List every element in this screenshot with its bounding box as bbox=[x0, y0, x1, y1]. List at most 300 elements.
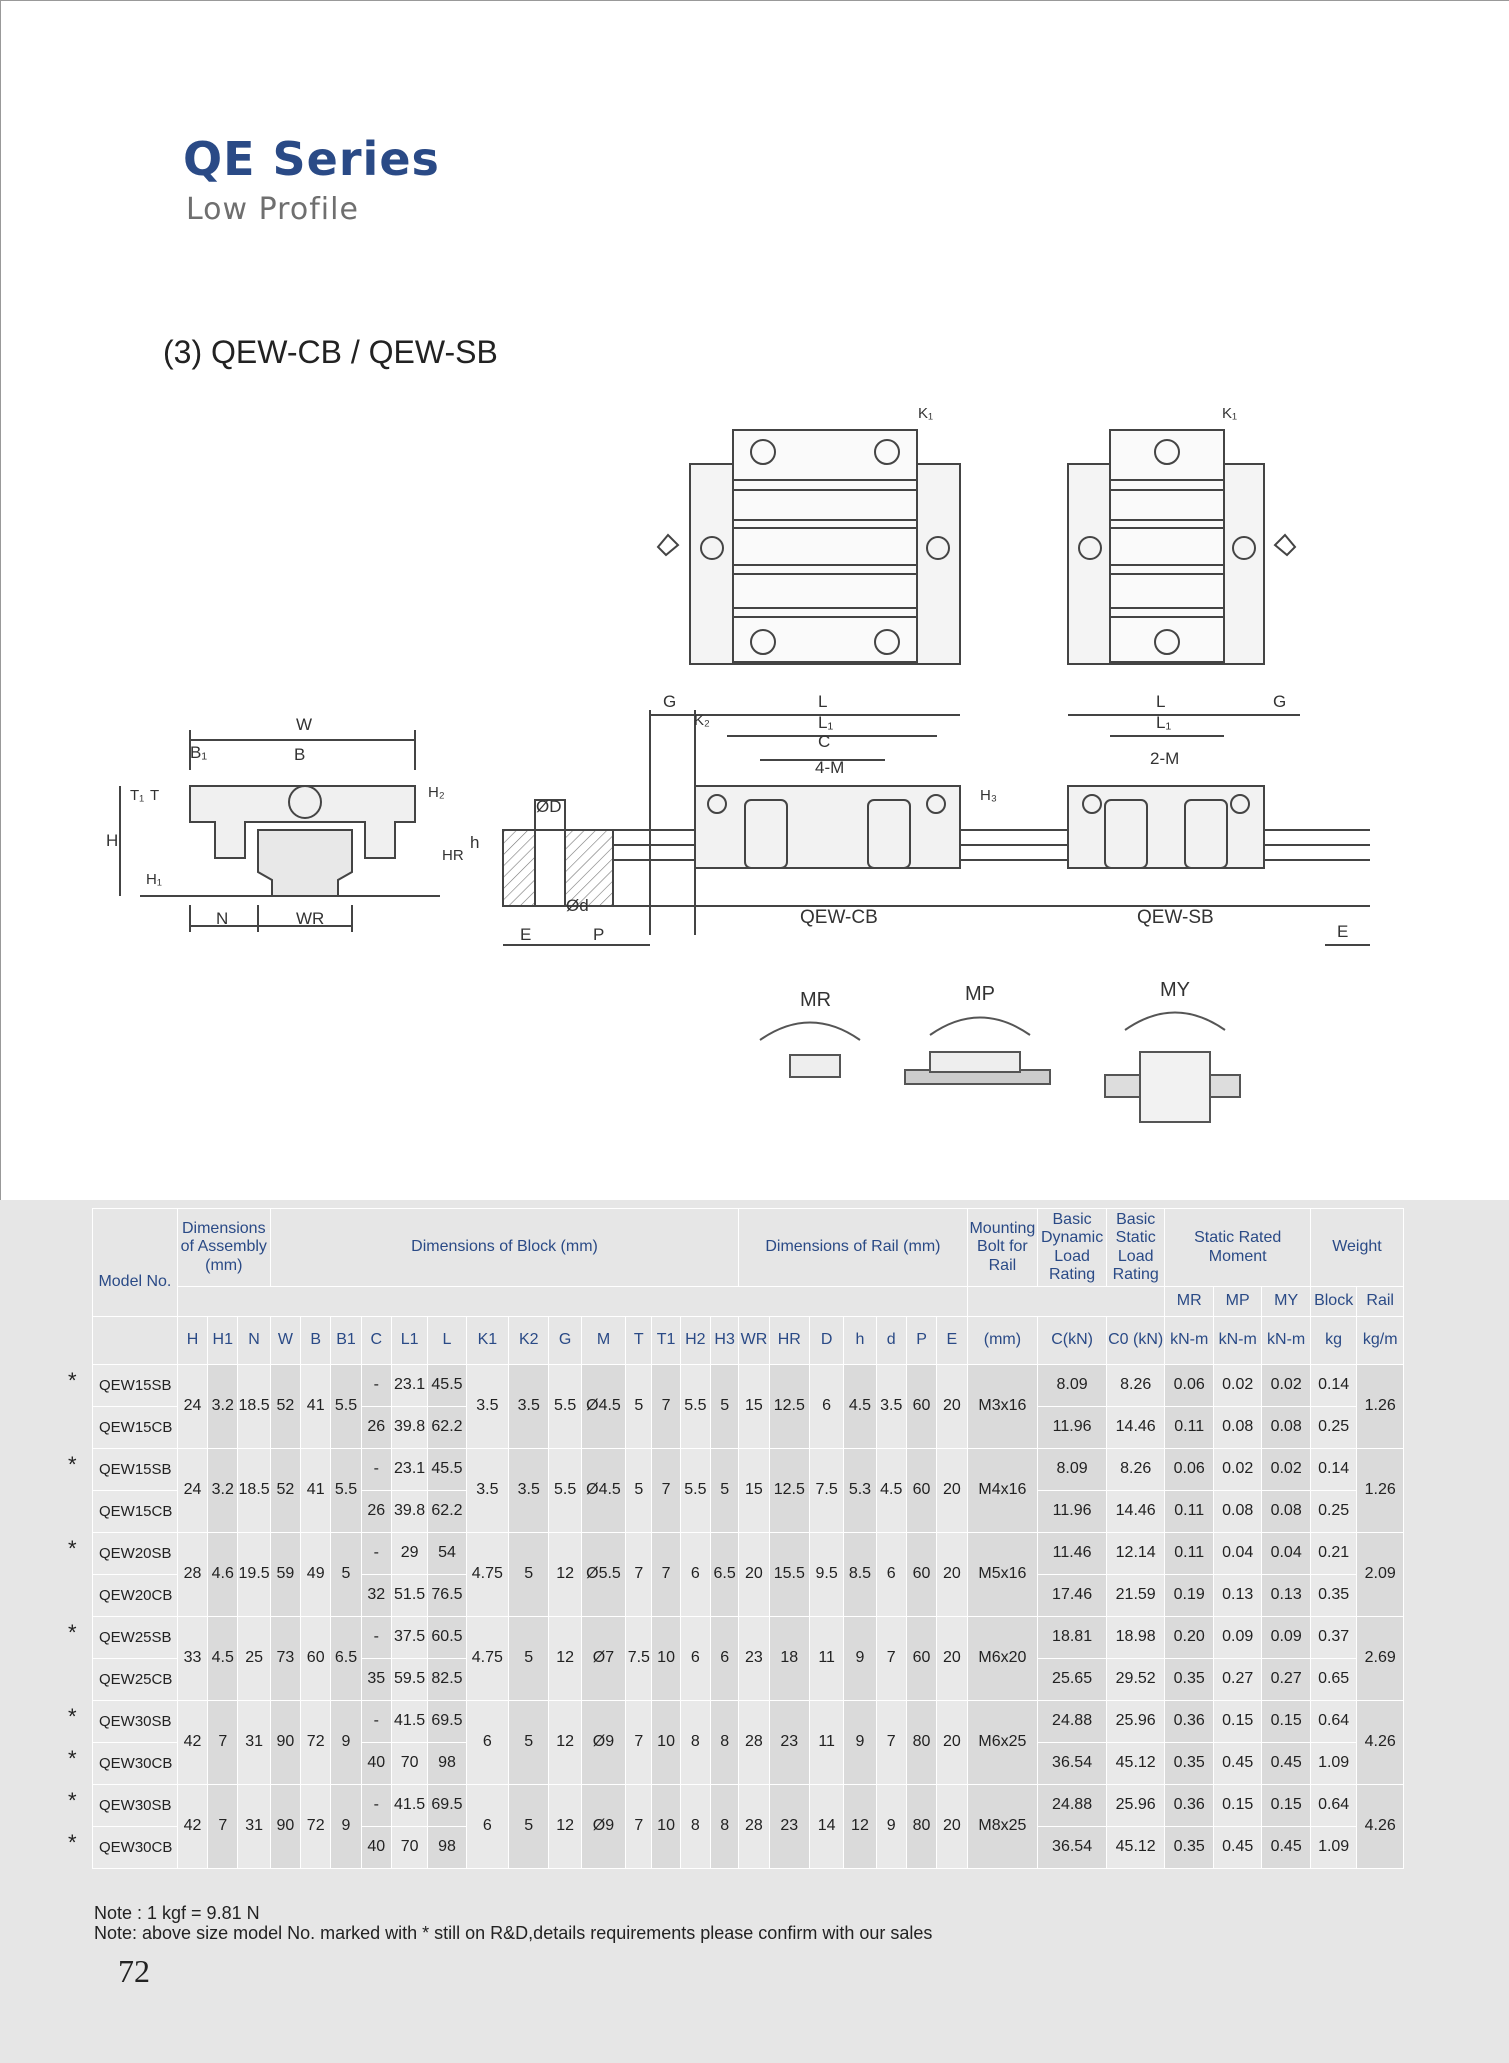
unit-header: kN-m bbox=[1262, 1317, 1311, 1365]
header-weight: Weight bbox=[1310, 1209, 1403, 1287]
table-cell: 5 bbox=[509, 1785, 549, 1869]
page-title: QE Series bbox=[183, 132, 440, 186]
unit-header: H1 bbox=[208, 1317, 238, 1365]
table-cell: 0.25 bbox=[1310, 1491, 1356, 1533]
table-cell: 45.12 bbox=[1106, 1827, 1165, 1869]
table-cell: 41 bbox=[301, 1449, 331, 1533]
table-cell: 0.36 bbox=[1165, 1785, 1213, 1827]
label-n: N bbox=[216, 909, 229, 928]
label-2m: 2-M bbox=[1150, 749, 1180, 768]
label-b: B bbox=[294, 745, 306, 764]
table-cell: 12 bbox=[844, 1785, 876, 1869]
table-cell: QEW25SB bbox=[93, 1617, 178, 1659]
rd-asterisk: * bbox=[68, 1368, 77, 1393]
table-cell: 3.2 bbox=[208, 1449, 238, 1533]
table-cell: 41.5 bbox=[391, 1701, 427, 1743]
table-cell: - bbox=[361, 1533, 391, 1575]
header-assembly: Dimensions of Assembly (mm) bbox=[177, 1209, 270, 1287]
unit-header: WR bbox=[739, 1317, 769, 1365]
table-cell: 0.02 bbox=[1262, 1365, 1311, 1407]
table-cell: 3.5 bbox=[466, 1449, 508, 1533]
label-hr: HR bbox=[442, 847, 464, 864]
table-cell: 52 bbox=[270, 1365, 300, 1449]
table-cell: 10 bbox=[652, 1785, 680, 1869]
table-cell: 18.81 bbox=[1038, 1617, 1107, 1659]
table-cell: 0.04 bbox=[1262, 1533, 1311, 1575]
table-cell: Ø7 bbox=[581, 1617, 625, 1701]
label-l1-sb: L₁ bbox=[1156, 713, 1172, 732]
label-l-sb: L bbox=[1156, 692, 1166, 711]
table-cell: 25.96 bbox=[1106, 1785, 1165, 1827]
label-h3: H₃ bbox=[980, 787, 997, 804]
table-cell: 54 bbox=[428, 1533, 466, 1575]
table-cell: 0.09 bbox=[1262, 1617, 1311, 1659]
table-cell: 0.02 bbox=[1262, 1449, 1311, 1491]
table-cell: 11.46 bbox=[1038, 1533, 1107, 1575]
table-cell: 23 bbox=[769, 1701, 809, 1785]
label-p: P bbox=[593, 925, 605, 944]
table-cell: 0.15 bbox=[1213, 1785, 1261, 1827]
table-cell: 0.35 bbox=[1165, 1743, 1213, 1785]
table-cell: 72 bbox=[301, 1701, 331, 1785]
table-cell: 8 bbox=[680, 1701, 710, 1785]
table-cell: 15 bbox=[739, 1365, 769, 1449]
table-cell: 6 bbox=[466, 1701, 508, 1785]
label-g-right: G bbox=[1273, 692, 1287, 711]
table-cell: 1.26 bbox=[1357, 1449, 1404, 1533]
table-cell: 1.09 bbox=[1310, 1827, 1356, 1869]
table-cell: 4.5 bbox=[844, 1365, 876, 1449]
table-cell: 12.5 bbox=[769, 1365, 809, 1449]
note-rd: Note: above size model No. marked with * still on R&D,details requirements please confirm with our sales bbox=[94, 1923, 933, 1943]
units-row bbox=[93, 1317, 1404, 1365]
header-mp: MP bbox=[1213, 1287, 1261, 1317]
table-cell: 5.5 bbox=[549, 1449, 581, 1533]
label-my: MY bbox=[1160, 979, 1190, 1001]
table-cell: 41 bbox=[301, 1365, 331, 1449]
unit-header: kN-m bbox=[1213, 1317, 1261, 1365]
table-cell: 12 bbox=[549, 1785, 581, 1869]
table-cell: 28 bbox=[739, 1701, 769, 1785]
label-w: W bbox=[296, 715, 313, 734]
unit-header: h bbox=[844, 1317, 876, 1365]
table-cell: 7 bbox=[652, 1365, 680, 1449]
table-cell: 36.54 bbox=[1038, 1827, 1107, 1869]
table-cell: 7 bbox=[208, 1701, 238, 1785]
table-cell: 1.26 bbox=[1357, 1365, 1404, 1449]
side-view bbox=[503, 710, 1370, 945]
table-cell: 17.46 bbox=[1038, 1575, 1107, 1617]
table-cell: 12 bbox=[549, 1533, 581, 1617]
table-cell: 5.5 bbox=[331, 1365, 361, 1449]
table-cell: 0.19 bbox=[1165, 1575, 1213, 1617]
table-cell: 25.96 bbox=[1106, 1701, 1165, 1743]
label-l1-cb: L₁ bbox=[818, 713, 834, 732]
table-cell: 24.88 bbox=[1038, 1785, 1107, 1827]
table-cell: 82.5 bbox=[428, 1659, 466, 1701]
table-cell: 69.5 bbox=[428, 1701, 466, 1743]
unit-header: kN-m bbox=[1165, 1317, 1213, 1365]
table-cell: 0.27 bbox=[1213, 1659, 1261, 1701]
table-cell: - bbox=[361, 1617, 391, 1659]
table-cell: 5.3 bbox=[844, 1449, 876, 1533]
header-rail: Dimensions of Rail (mm) bbox=[739, 1209, 967, 1287]
table-cell: 14 bbox=[809, 1785, 843, 1869]
table-cell: 80 bbox=[906, 1785, 936, 1869]
table-cell: 5 bbox=[331, 1533, 361, 1617]
table-cell: 0.45 bbox=[1262, 1827, 1311, 1869]
units-spacer bbox=[93, 1317, 178, 1365]
table-cell: 7 bbox=[626, 1533, 652, 1617]
table-cell: 9.5 bbox=[809, 1533, 843, 1617]
unit-header: L1 bbox=[391, 1317, 427, 1365]
table-row bbox=[93, 1701, 1404, 1743]
table-cell: 0.35 bbox=[1165, 1827, 1213, 1869]
table-cell: 10 bbox=[652, 1617, 680, 1701]
table-cell: 7 bbox=[652, 1533, 680, 1617]
section-heading: (3) QEW-CB / QEW-SB bbox=[163, 334, 498, 370]
table-cell: 33 bbox=[177, 1617, 207, 1701]
table-cell: 9 bbox=[844, 1617, 876, 1701]
table-cell: M6x20 bbox=[967, 1617, 1038, 1701]
table-cell: 4.75 bbox=[466, 1617, 508, 1701]
table-cell: 1.09 bbox=[1310, 1743, 1356, 1785]
table-cell: 23 bbox=[739, 1617, 769, 1701]
table-cell: 60 bbox=[906, 1533, 936, 1617]
table-cell: 0.11 bbox=[1165, 1533, 1213, 1575]
table-row bbox=[93, 1617, 1404, 1659]
table-cell: 25.65 bbox=[1038, 1659, 1107, 1701]
table-cell: 0.15 bbox=[1262, 1701, 1311, 1743]
table-cell: 52 bbox=[270, 1449, 300, 1533]
technical-drawing bbox=[0, 400, 1509, 1160]
table-cell: 37.5 bbox=[391, 1617, 427, 1659]
unit-header: kg/m bbox=[1357, 1317, 1404, 1365]
table-cell: 0.02 bbox=[1213, 1365, 1261, 1407]
table-cell: M5x16 bbox=[967, 1533, 1038, 1617]
table-cell: 12.5 bbox=[769, 1449, 809, 1533]
table-cell: QEW20CB bbox=[93, 1575, 178, 1617]
moment-diagrams bbox=[760, 1013, 1240, 1123]
table-cell: 90 bbox=[270, 1701, 300, 1785]
table-cell: 20 bbox=[937, 1449, 967, 1533]
table-cell: 36.54 bbox=[1038, 1743, 1107, 1785]
table-cell: 6.5 bbox=[711, 1533, 739, 1617]
table-cell: 0.11 bbox=[1165, 1407, 1213, 1449]
table-cell: 8 bbox=[711, 1701, 739, 1785]
spec-table bbox=[92, 1208, 1404, 1869]
table-cell: 8 bbox=[711, 1785, 739, 1869]
table-cell: QEW20SB bbox=[93, 1533, 178, 1575]
table-cell: 28 bbox=[739, 1785, 769, 1869]
table-cell: M3x16 bbox=[967, 1365, 1038, 1449]
header-static: Basic Static Load Rating bbox=[1106, 1209, 1165, 1287]
table-cell: 35 bbox=[361, 1659, 391, 1701]
table-cell: 42 bbox=[177, 1701, 207, 1785]
table-cell: 40 bbox=[361, 1827, 391, 1869]
unit-header: d bbox=[876, 1317, 906, 1365]
label-4m: 4-M bbox=[815, 758, 845, 777]
label-h2: H₂ bbox=[428, 784, 445, 801]
label-mp: MP bbox=[965, 983, 995, 1005]
table-cell: 0.08 bbox=[1262, 1407, 1311, 1449]
table-cell: 5 bbox=[509, 1617, 549, 1701]
table-cell: 4.26 bbox=[1357, 1701, 1404, 1785]
header-moment: Static Rated Moment bbox=[1165, 1209, 1310, 1287]
unit-header: B bbox=[301, 1317, 331, 1365]
unit-header: C0 (kN) bbox=[1106, 1317, 1165, 1365]
table-cell: 0.20 bbox=[1165, 1617, 1213, 1659]
table-cell: 0.45 bbox=[1213, 1827, 1261, 1869]
end-view bbox=[120, 730, 440, 932]
table-cell: 11 bbox=[809, 1617, 843, 1701]
unit-header: P bbox=[906, 1317, 936, 1365]
table-cell: 5 bbox=[711, 1449, 739, 1533]
table-cell: QEW30SB bbox=[93, 1785, 178, 1827]
rd-asterisk: * bbox=[68, 1704, 77, 1729]
table-cell: 6 bbox=[680, 1617, 710, 1701]
table-cell: 45.12 bbox=[1106, 1743, 1165, 1785]
table-cell: QEW30CB bbox=[93, 1827, 178, 1869]
table-cell: 0.06 bbox=[1165, 1449, 1213, 1491]
table-cell: 76.5 bbox=[428, 1575, 466, 1617]
label-wr: WR bbox=[296, 909, 325, 928]
table-cell: 9 bbox=[331, 1785, 361, 1869]
table-cell: 7.5 bbox=[809, 1449, 843, 1533]
table-cell: 5.5 bbox=[680, 1449, 710, 1533]
unit-header: H2 bbox=[680, 1317, 710, 1365]
table-cell: 62.2 bbox=[428, 1491, 466, 1533]
table-cell: 0.35 bbox=[1310, 1575, 1356, 1617]
table-cell: 5 bbox=[509, 1533, 549, 1617]
table-cell: 8.26 bbox=[1106, 1365, 1165, 1407]
label-d-big: ØD bbox=[536, 797, 562, 816]
unit-header: N bbox=[238, 1317, 270, 1365]
table-cell: 0.13 bbox=[1213, 1575, 1261, 1617]
table-cell: 60 bbox=[906, 1449, 936, 1533]
table-cell: 32 bbox=[361, 1575, 391, 1617]
table-cell: 15.5 bbox=[769, 1533, 809, 1617]
table-cell: 49 bbox=[301, 1533, 331, 1617]
table-cell: 3.5 bbox=[876, 1365, 906, 1449]
unit-header: H3 bbox=[711, 1317, 739, 1365]
table-cell: - bbox=[361, 1365, 391, 1407]
label-h1: H₁ bbox=[146, 871, 162, 888]
spec-body bbox=[93, 1365, 1404, 1869]
table-cell: 11.96 bbox=[1038, 1407, 1107, 1449]
table-cell: 7 bbox=[208, 1785, 238, 1869]
unit-header: K1 bbox=[466, 1317, 508, 1365]
table-cell: 0.11 bbox=[1165, 1491, 1213, 1533]
label-k2: K₂ bbox=[694, 712, 710, 729]
rd-asterisk: * bbox=[68, 1746, 77, 1771]
unit-header: B1 bbox=[331, 1317, 361, 1365]
unit-header: C(kN) bbox=[1038, 1317, 1107, 1365]
table-cell: Ø4.5 bbox=[581, 1365, 625, 1449]
table-cell: 59.5 bbox=[391, 1659, 427, 1701]
table-cell: 19.5 bbox=[238, 1533, 270, 1617]
table-cell: 9 bbox=[876, 1785, 906, 1869]
table-cell: 20 bbox=[937, 1533, 967, 1617]
unit-header: T bbox=[626, 1317, 652, 1365]
table-cell: 5 bbox=[711, 1365, 739, 1449]
table-cell: 8.09 bbox=[1038, 1365, 1107, 1407]
header-block: Dimensions of Block (mm) bbox=[270, 1209, 739, 1287]
table-cell: 23.1 bbox=[391, 1449, 427, 1491]
table-cell: 6.5 bbox=[331, 1617, 361, 1701]
label-g-left: G bbox=[663, 692, 677, 711]
table-cell: 39.8 bbox=[391, 1491, 427, 1533]
label-e-right: E bbox=[1337, 922, 1349, 941]
spec-table-area bbox=[0, 1200, 1509, 2063]
table-cell: 39.8 bbox=[391, 1407, 427, 1449]
table-row bbox=[93, 1785, 1404, 1827]
table-cell: 3.5 bbox=[509, 1365, 549, 1449]
table-cell: 0.14 bbox=[1310, 1365, 1356, 1407]
table-cell: 60 bbox=[906, 1617, 936, 1701]
table-cell: 0.45 bbox=[1262, 1743, 1311, 1785]
table-cell: 0.14 bbox=[1310, 1449, 1356, 1491]
table-cell: 24 bbox=[177, 1365, 207, 1449]
unit-header: kg bbox=[1310, 1317, 1356, 1365]
table-cell: QEW30CB bbox=[93, 1743, 178, 1785]
rd-asterisk: * bbox=[68, 1452, 77, 1477]
table-cell: 20 bbox=[937, 1785, 967, 1869]
unit-header: (mm) bbox=[967, 1317, 1038, 1365]
table-cell: 0.36 bbox=[1165, 1701, 1213, 1743]
table-cell: 11.96 bbox=[1038, 1491, 1107, 1533]
note-kgf: Note : 1 kgf = 9.81 N bbox=[94, 1903, 260, 1923]
unit-header: L bbox=[428, 1317, 466, 1365]
table-cell: 24.88 bbox=[1038, 1701, 1107, 1743]
label-h: H bbox=[106, 831, 119, 850]
table-cell: 15 bbox=[739, 1449, 769, 1533]
table-cell: 0.13 bbox=[1262, 1575, 1311, 1617]
table-cell: 0.35 bbox=[1165, 1659, 1213, 1701]
table-cell: 7 bbox=[876, 1701, 906, 1785]
table-cell: 0.27 bbox=[1262, 1659, 1311, 1701]
table-cell: 0.09 bbox=[1213, 1617, 1261, 1659]
table-cell: 51.5 bbox=[391, 1575, 427, 1617]
table-cell: 69.5 bbox=[428, 1785, 466, 1827]
table-cell: 7 bbox=[626, 1701, 652, 1785]
table-cell: 8 bbox=[680, 1785, 710, 1869]
table-cell: 20 bbox=[937, 1617, 967, 1701]
rd-asterisk: * bbox=[68, 1536, 77, 1561]
table-cell: 6 bbox=[711, 1617, 739, 1701]
table-cell: 72 bbox=[301, 1785, 331, 1869]
table-cell: 59 bbox=[270, 1533, 300, 1617]
table-cell: 62.2 bbox=[428, 1407, 466, 1449]
table-cell: 25 bbox=[238, 1617, 270, 1701]
table-cell: QEW15SB bbox=[93, 1449, 178, 1491]
rd-asterisk: * bbox=[68, 1620, 77, 1645]
header-mounting: Mounting Bolt for Rail bbox=[967, 1209, 1038, 1287]
unit-header: W bbox=[270, 1317, 300, 1365]
table-cell: 40 bbox=[361, 1743, 391, 1785]
table-cell: 60.5 bbox=[428, 1617, 466, 1659]
header-dynamic: Basic Dynamic Load Rating bbox=[1038, 1209, 1107, 1287]
table-cell: QEW15SB bbox=[93, 1365, 178, 1407]
unit-header: E bbox=[937, 1317, 967, 1365]
table-cell: 73 bbox=[270, 1617, 300, 1701]
label-e-left: E bbox=[520, 925, 532, 944]
table-cell: QEW15CB bbox=[93, 1407, 178, 1449]
table-cell: 0.65 bbox=[1310, 1659, 1356, 1701]
table-cell: 90 bbox=[270, 1785, 300, 1869]
table-cell: 6 bbox=[876, 1533, 906, 1617]
table-cell: 41.5 bbox=[391, 1785, 427, 1827]
table-cell: 0.45 bbox=[1213, 1743, 1261, 1785]
table-cell: 4.5 bbox=[208, 1617, 238, 1701]
table-cell: 4.75 bbox=[466, 1533, 508, 1617]
header-mr: MR bbox=[1165, 1287, 1213, 1317]
table-cell: 6 bbox=[466, 1785, 508, 1869]
label-l-cb: L bbox=[818, 692, 828, 711]
table-cell: 42 bbox=[177, 1785, 207, 1869]
rd-asterisk: * bbox=[68, 1788, 77, 1813]
table-cell: 0.04 bbox=[1213, 1533, 1261, 1575]
table-cell: 0.08 bbox=[1213, 1491, 1261, 1533]
table-cell: 4.26 bbox=[1357, 1785, 1404, 1869]
table-cell: 0.15 bbox=[1262, 1785, 1311, 1827]
page-subtitle: Low Profile bbox=[186, 192, 359, 227]
unit-header: K2 bbox=[509, 1317, 549, 1365]
header-model: Model No. bbox=[93, 1209, 178, 1317]
label-k1-cb: K₁ bbox=[918, 405, 934, 422]
table-cell: 26 bbox=[361, 1491, 391, 1533]
table-cell: 3.5 bbox=[509, 1449, 549, 1533]
table-cell: 5 bbox=[626, 1449, 652, 1533]
table-cell: 23 bbox=[769, 1785, 809, 1869]
table-cell: 14.46 bbox=[1106, 1491, 1165, 1533]
table-cell: M4x16 bbox=[967, 1449, 1038, 1533]
table-cell: 24 bbox=[177, 1449, 207, 1533]
table-cell: 23.1 bbox=[391, 1365, 427, 1407]
top-view-cb bbox=[658, 430, 960, 664]
table-cell: 2.69 bbox=[1357, 1617, 1404, 1701]
table-cell: 80 bbox=[906, 1701, 936, 1785]
table-cell: 70 bbox=[391, 1743, 427, 1785]
table-cell: 7 bbox=[876, 1617, 906, 1701]
table-cell: 7.5 bbox=[626, 1617, 652, 1701]
label-c: C bbox=[818, 732, 831, 751]
table-cell: 0.64 bbox=[1310, 1701, 1356, 1743]
table-row bbox=[93, 1449, 1404, 1491]
table-cell: 0.02 bbox=[1213, 1449, 1261, 1491]
label-b1: B₁ bbox=[190, 743, 208, 762]
table-cell: 70 bbox=[391, 1827, 427, 1869]
table-cell: 10 bbox=[652, 1701, 680, 1785]
label-mr: MR bbox=[800, 989, 832, 1011]
table-cell: 21.59 bbox=[1106, 1575, 1165, 1617]
table-cell: 60 bbox=[906, 1365, 936, 1449]
table-cell: 12 bbox=[549, 1617, 581, 1701]
table-cell: 45.5 bbox=[428, 1449, 466, 1491]
table-cell: 4.6 bbox=[208, 1533, 238, 1617]
label-qew-cb: QEW-CB bbox=[800, 907, 878, 928]
table-cell: QEW15CB bbox=[93, 1491, 178, 1533]
table-row bbox=[93, 1533, 1404, 1575]
table-cell: 29 bbox=[391, 1533, 427, 1575]
table-cell: - bbox=[361, 1785, 391, 1827]
label-t1: T₁ bbox=[130, 787, 145, 804]
label-d-small: Ød bbox=[566, 896, 589, 915]
table-cell: 98 bbox=[428, 1743, 466, 1785]
header-block-weight: Block bbox=[1310, 1287, 1356, 1317]
table-cell: QEW30SB bbox=[93, 1701, 178, 1743]
table-row bbox=[93, 1365, 1404, 1407]
